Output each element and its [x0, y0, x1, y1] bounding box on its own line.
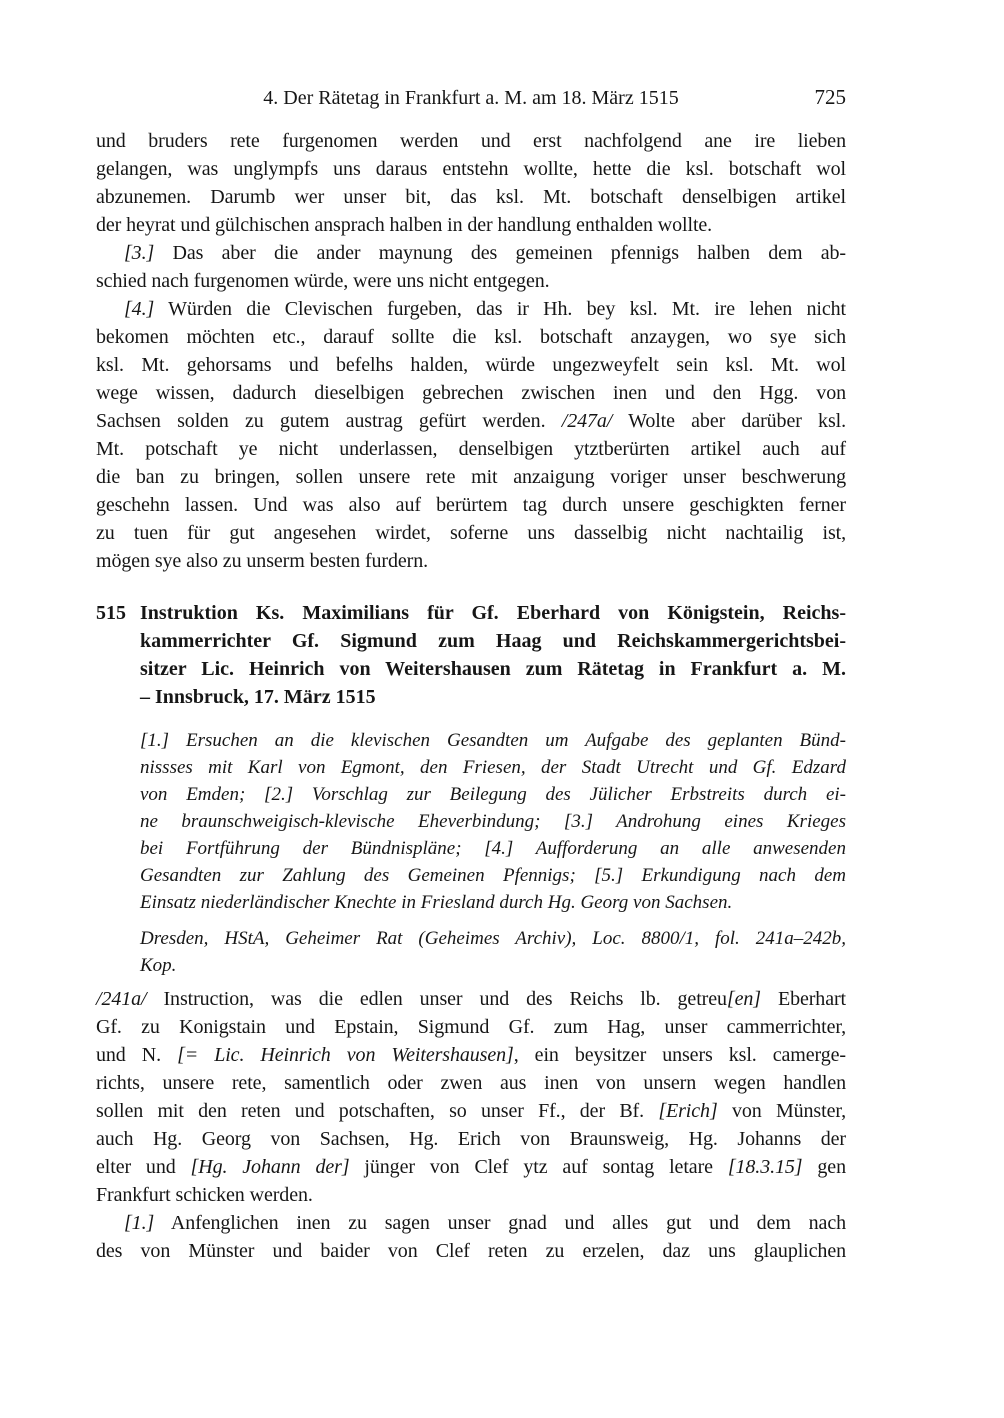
text-line: [1.] Anfenglichen inen zu sagen unser gnad und alles gut und dem nach	[124, 1212, 846, 1234]
entry-515-source	[140, 925, 846, 979]
text-line: Dresden, HStA, Geheimer Rat (Geheimes Archiv), Loc. 8800/1, fol. 241a–242b,	[140, 928, 846, 949]
body-paragraph-2	[96, 239, 846, 295]
text-line: zu tuen für gut angesehen wirdet, soferne uns dasselbig nicht nachtailig ist,	[96, 522, 846, 544]
text-line: sollen mit den reten und potschaften, so unser Ff., der Bf. [Erich] von Münster,	[96, 1100, 847, 1122]
body-paragraph-5	[96, 985, 846, 1209]
text-line: Gf. zu Konigstain und Epstain, Sigmund Gf. zum Hag, unser cammerrichter,	[96, 1016, 846, 1038]
text-line: elter und [Hg. Johann der] jünger von Clef ytz auf sontag letare [18.3.15] gen	[96, 1156, 846, 1178]
text-line: Kop.	[140, 955, 177, 976]
text-line: bekomen möchten etc., darauf sollte die ksl. botschaft anzaygen, wo sye sich	[96, 326, 846, 348]
text-line: Einsatz niederländischer Knechte in Friesland durch Hg. Georg von Sachsen.	[140, 892, 733, 913]
running-head	[96, 84, 846, 112]
text-line: und N. [= Lic. Heinrich von Weitershausen], ein beysitzer unsers ksl. camerge-	[96, 1044, 846, 1066]
text-line: und bruders rete furgenomen werden und erst nachfolgend ane ire lieben	[96, 130, 846, 152]
text-line: die ban zu bringen, sollen unsere rete mit anzaigung voriger unser beschwerung	[96, 466, 846, 488]
text-line: richts, unsere rete, samentlich oder zwen aus inen von unsern wegen handlen	[96, 1072, 846, 1094]
entry-515-heading	[96, 599, 846, 711]
text-line: auch Hg. Georg von Sachsen, Hg. Erich von Braunsweig, Hg. Johanns der	[96, 1128, 846, 1150]
running-head-title: 4. Der Rätetag in Frankfurt a. M. am 18. März 1515	[263, 87, 679, 109]
text-line: [3.] Das aber die ander maynung des gemeinen pfennigs halben dem ab-	[124, 242, 846, 264]
text-line: sitzer Lic. Heinrich von Weitershausen zum Rätetag in Frankfurt a. M.	[140, 658, 846, 680]
text-line: schied nach furgenomen würde, were uns nicht entgegen.	[96, 270, 550, 292]
text-line: Instruktion Ks. Maximilians für Gf. Eberhard von Königstein, Reichs-	[140, 602, 846, 624]
text-line: Mt. potschaft ye nicht underlassen, denselbigen ytztberürten artikel auch auf	[96, 438, 846, 460]
text-line: bei Fortführung der Bündnispläne; [4.] Aufforderung an alle anwesenden	[140, 838, 846, 859]
text-line: wege wissen, dadurch dieselbigen gebrechen zwischen inen und den Hgg. von	[96, 382, 846, 404]
entry-number: 515	[96, 602, 126, 624]
body-paragraph-6	[96, 1209, 846, 1265]
page-number: 725	[814, 85, 846, 109]
text-line: – Innsbruck, 17. März 1515	[140, 686, 376, 708]
text-line: abzunemen. Darumb wer unser bit, das ksl. Mt. botschaft denselbigen artikel	[96, 186, 846, 208]
text-line: ksl. Mt. gehorsams und befelhs halden, würde ungezweyfelt sein ksl. Mt. wol	[96, 354, 846, 376]
text-line: kammerrichter Gf. Sigmund zum Haag und Reichskammergerichtsbei-	[140, 630, 846, 652]
text-line: /241a/ Instruction, was die edlen unser und des Reichs lb. getreu[en] Eberhart	[96, 988, 847, 1010]
body-paragraph-1	[96, 127, 846, 239]
text-block	[96, 127, 846, 1265]
text-line: von Emden; [2.] Vorschlag zur Beilegung des Jülicher Erbstreits durch ei-	[140, 784, 846, 805]
text-line: Frankfurt schicken werden.	[96, 1184, 313, 1206]
text-line: [4.] Würden die Clevischen furgeben, das ir Hh. bey ksl. Mt. ire lehen nicht	[124, 298, 846, 320]
text-line: nissses mit Karl von Egmont, den Friesen, der Stadt Utrecht und Gf. Edzard	[140, 757, 846, 778]
text-line: mögen sye also zu unserm besten furdern.	[96, 550, 429, 572]
text-line: Sachsen solden zu gutem austrag gefürt werden. /247a/ Wolte aber darüber ksl.	[96, 410, 846, 432]
text-line: [1.] Ersuchen an die klevischen Gesandten um Aufgabe des geplanten Bünd-	[140, 730, 846, 751]
entry-515-summary	[140, 727, 846, 916]
text-line: des von Münster und baider von Clef reten zu erzelen, daz uns glauplichen	[96, 1240, 846, 1262]
text-line: Gesandten zur Zahlung des Gemeinen Pfennigs; [5.] Erkundigung nach dem	[140, 865, 846, 886]
text-line: geschehn lassen. Und was also auf berürtem tag durch unsere geschigkten ferner	[96, 494, 846, 516]
text-line: gelangen, was unglympfs uns daraus entstehn wollte, hette die ksl. botschaft wol	[96, 158, 846, 180]
body-paragraph-3	[96, 295, 846, 575]
text-line: der heyrat und gülchischen ansprach halben in der handlung enthalden wollte.	[96, 214, 713, 236]
text-line: ne braunschweigisch-klevische Eheverbindung; [3.] Androhung eines Krieges	[140, 811, 846, 832]
